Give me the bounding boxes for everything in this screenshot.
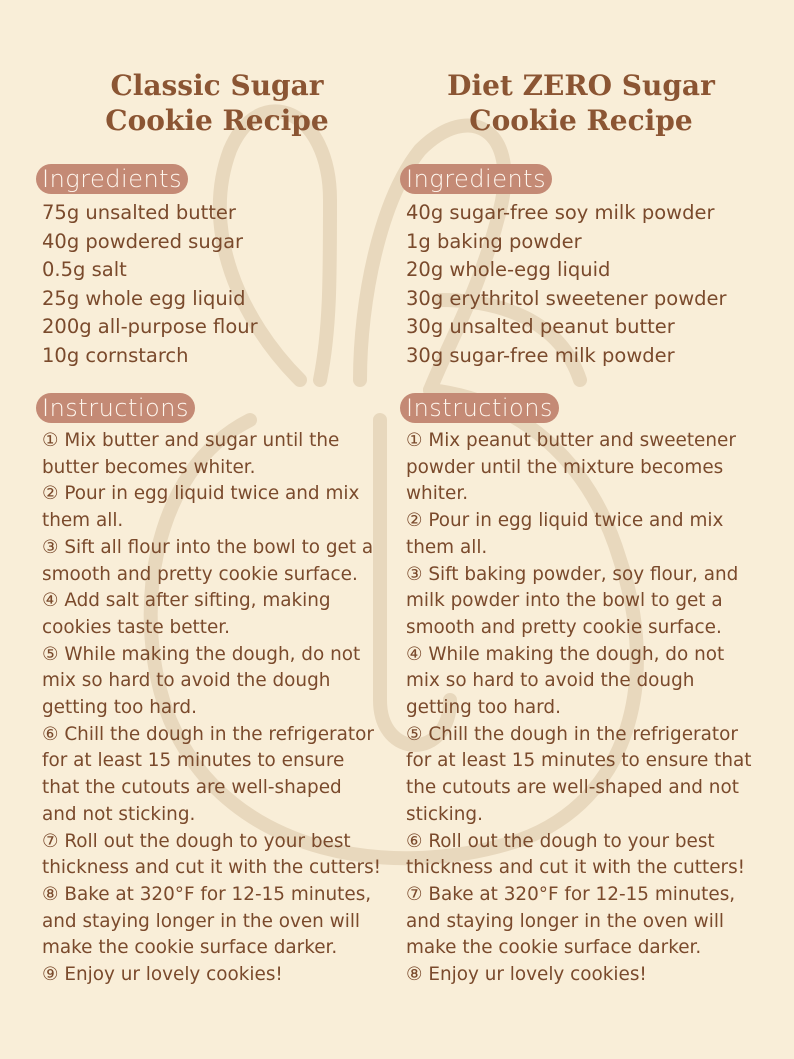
instruction-step: ① Mix butter and sugar until the butter becomes whiter. [42, 430, 340, 478]
instruction-step: ⑥ Chill the dough in the refrigerator for at least 15 minutes to ensure that the cutouts are well-shaped and not sticking. [42, 723, 374, 825]
instruction-step: ⑤ Chill the dough in the refrigerator for at least 15 minutes to ensure that the cutouts are well-shaped and not sticking. [406, 723, 752, 825]
instruction-step: ⑥ Roll out the dough to your best thickness and cut it with the cutters! [406, 830, 746, 879]
ingredient-item: 20g whole-egg liquid [406, 258, 611, 281]
ingredient-item: 75g unsalted butter [42, 201, 236, 224]
classic-ingredients-label: Ingredients [36, 164, 188, 194]
ingredient-item: 25g whole egg liquid [42, 286, 246, 310]
diet-title-line1: Diet ZERO Sugar [447, 69, 715, 102]
classic-title-line2: Cookie Recipe [105, 104, 329, 137]
ingredient-item: 30g erythritol sweetener powder [406, 286, 727, 310]
instruction-step: ⑦ Roll out the dough to your best thickness and cut it with the cutters! [42, 830, 382, 879]
classic-instructions-label: Instructions [36, 393, 195, 423]
diet-ingredients-label: Ingredients [400, 164, 552, 194]
ingredient-item: 10g cornstarch [42, 343, 189, 367]
instruction-step: ② Pour in egg liquid twice and mix them all. [406, 510, 724, 558]
instruction-step: ③ Sift baking powder, soy flour, and milk powder into the bowl to get a smooth and pretty cookie surface. [406, 563, 739, 638]
diet-ingredients-list [406, 199, 727, 370]
ingredient-item: 0.5g salt [42, 258, 127, 281]
instruction-step: ⑦ Bake at 320°F for 12-15 minutes, and staying longer in the oven will make the cookie surface darker. [406, 883, 736, 959]
instruction-step: ⑧ Bake at 320°F for 12-15 minutes, and staying longer in the oven will make the cookie surface darker. [42, 883, 372, 959]
instruction-step: ③ Sift all flour into the bowl to get a smooth and pretty cookie surface. [42, 536, 374, 585]
ingredient-item: 200g all-purpose flour [42, 315, 258, 338]
diet-recipe-title [396, 68, 766, 138]
diet-title-line2: Cookie Recipe [469, 104, 693, 137]
ingredient-item: 1g baking powder [406, 229, 582, 253]
instruction-step: ⑧ Enjoy ur lovely cookies! [406, 964, 647, 986]
classic-title-line1: Classic Sugar [110, 69, 324, 102]
ingredient-item: 30g sugar-free milk powder [406, 343, 675, 367]
classic-instructions-list [42, 428, 382, 989]
instruction-step: ④ While making the dough, do not mix so hard to avoid the dough getting too hard. [406, 643, 725, 719]
instruction-step: ⑤ While making the dough, do not mix so hard to avoid the dough getting too hard. [42, 643, 361, 719]
classic-recipe-title [32, 68, 402, 138]
classic-ingredients-list [42, 199, 258, 370]
instruction-step: ④ Add salt after sifting, making cookies taste better. [42, 590, 331, 638]
ingredient-item: 30g unsalted peanut butter [406, 315, 675, 338]
ingredient-item: 40g sugar-free soy milk powder [406, 201, 715, 224]
instruction-step: ⑨ Enjoy ur lovely cookies! [42, 964, 283, 986]
diet-instructions-list [406, 428, 756, 989]
instruction-step: ① Mix peanut butter and sweetener powder until the mixture becomes whiter. [406, 430, 736, 505]
diet-instructions-label: Instructions [400, 393, 559, 423]
ingredient-item: 40g powdered sugar [42, 229, 244, 253]
instruction-step: ② Pour in egg liquid twice and mix them all. [42, 483, 360, 532]
